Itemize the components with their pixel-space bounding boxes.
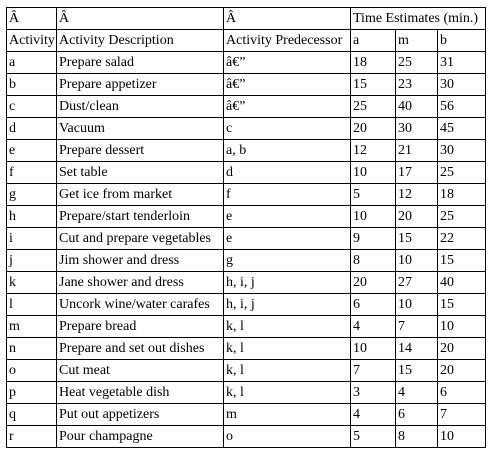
cell-activity: l (7, 294, 57, 316)
cell-activity: i (7, 228, 57, 250)
cell-a: 6 (351, 294, 396, 316)
table-row (7, 74, 486, 96)
table-row (7, 338, 486, 360)
cell-activity: c (7, 96, 57, 118)
header-activity-description: Activity Description (57, 30, 224, 52)
cell-activity: k (7, 272, 57, 294)
cell-predecessor: â€” (224, 96, 351, 118)
cell-b: 20 (438, 360, 486, 382)
cell-a: 8 (351, 250, 396, 272)
cell-m: 15 (396, 360, 438, 382)
table-row (7, 294, 486, 316)
cell-m: 20 (396, 206, 438, 228)
cell-a: 25 (351, 96, 396, 118)
cell-activity: d (7, 118, 57, 140)
cell-m: 6 (396, 404, 438, 426)
cell-m: 30 (396, 118, 438, 140)
cell-activity: h (7, 206, 57, 228)
cell-description: Dust/clean (57, 96, 224, 118)
cell-m: 25 (396, 52, 438, 74)
top-header-cell: Â (224, 8, 351, 30)
table-row (7, 162, 486, 184)
table-row (7, 250, 486, 272)
cell-m: 40 (396, 96, 438, 118)
cell-predecessor: h, i, j (224, 294, 351, 316)
cell-b: 40 (438, 272, 486, 294)
cell-m: 27 (396, 272, 438, 294)
cell-predecessor: d (224, 162, 351, 184)
cell-a: 5 (351, 426, 396, 448)
cell-predecessor: f (224, 184, 351, 206)
header-m: m (396, 30, 438, 52)
cell-a: 20 (351, 272, 396, 294)
cell-b: 10 (438, 426, 486, 448)
cell-activity: q (7, 404, 57, 426)
cell-activity: n (7, 338, 57, 360)
cell-activity: o (7, 360, 57, 382)
table-row (7, 272, 486, 294)
cell-predecessor: m (224, 404, 351, 426)
header-activity-predecessor: Activity Predecessor (224, 30, 351, 52)
table-row (7, 228, 486, 250)
table-row (7, 206, 486, 228)
cell-activity: f (7, 162, 57, 184)
cell-activity: g (7, 184, 57, 206)
cell-b: 31 (438, 52, 486, 74)
top-header-row (7, 8, 486, 30)
header-b: b (438, 30, 486, 52)
cell-a: 12 (351, 140, 396, 162)
cell-a: 18 (351, 52, 396, 74)
cell-description: Pour champagne (57, 426, 224, 448)
cell-a: 4 (351, 316, 396, 338)
table-row (7, 316, 486, 338)
cell-activity: b (7, 74, 57, 96)
cell-predecessor: k, l (224, 360, 351, 382)
cell-m: 15 (396, 228, 438, 250)
column-header-row (7, 30, 486, 52)
table-row (7, 140, 486, 162)
cell-description: Prepare appetizer (57, 74, 224, 96)
cell-b: 15 (438, 250, 486, 272)
cell-a: 3 (351, 382, 396, 404)
cell-m: 21 (396, 140, 438, 162)
cell-predecessor: â€” (224, 74, 351, 96)
cell-m: 7 (396, 316, 438, 338)
table-row (7, 118, 486, 140)
cell-description: Prepare salad (57, 52, 224, 74)
cell-predecessor: k, l (224, 316, 351, 338)
cell-predecessor: e (224, 206, 351, 228)
cell-description: Heat vegetable dish (57, 382, 224, 404)
cell-a: 10 (351, 338, 396, 360)
time-estimates-header: Time Estimates (min.) (351, 8, 486, 30)
table-body (7, 8, 486, 448)
header-activity: Activity (7, 30, 57, 52)
cell-activity: j (7, 250, 57, 272)
cell-description: Put out appetizers (57, 404, 224, 426)
cell-activity: a (7, 52, 57, 74)
cell-b: 30 (438, 74, 486, 96)
cell-m: 14 (396, 338, 438, 360)
cell-predecessor: k, l (224, 338, 351, 360)
cell-b: 25 (438, 162, 486, 184)
cell-b: 18 (438, 184, 486, 206)
cell-m: 10 (396, 294, 438, 316)
cell-predecessor: k, l (224, 382, 351, 404)
table-row (7, 426, 486, 448)
cell-predecessor: e (224, 228, 351, 250)
activity-time-estimates-table (6, 7, 486, 448)
table-row (7, 184, 486, 206)
cell-b: 6 (438, 382, 486, 404)
cell-m: 17 (396, 162, 438, 184)
cell-a: 9 (351, 228, 396, 250)
cell-description: Prepare and set out dishes (57, 338, 224, 360)
table-row (7, 382, 486, 404)
cell-predecessor: h, i, j (224, 272, 351, 294)
cell-predecessor: â€” (224, 52, 351, 74)
table-row (7, 96, 486, 118)
cell-description: Get ice from market (57, 184, 224, 206)
cell-b: 10 (438, 316, 486, 338)
cell-description: Cut and prepare vegetables (57, 228, 224, 250)
cell-activity: r (7, 426, 57, 448)
page (6, 7, 486, 448)
cell-description: Prepare bread (57, 316, 224, 338)
top-header-cell: Â (7, 8, 57, 30)
cell-m: 10 (396, 250, 438, 272)
cell-a: 5 (351, 184, 396, 206)
cell-activity: m (7, 316, 57, 338)
cell-description: Prepare/start tenderloin (57, 206, 224, 228)
cell-description: Jim shower and dress (57, 250, 224, 272)
cell-b: 25 (438, 206, 486, 228)
table-row (7, 52, 486, 74)
cell-predecessor: a, b (224, 140, 351, 162)
cell-description: Uncork wine/water carafes (57, 294, 224, 316)
cell-a: 15 (351, 74, 396, 96)
cell-b: 30 (438, 140, 486, 162)
cell-m: 23 (396, 74, 438, 96)
cell-a: 7 (351, 360, 396, 382)
cell-a: 20 (351, 118, 396, 140)
cell-description: Set table (57, 162, 224, 184)
header-a: a (351, 30, 396, 52)
cell-m: 12 (396, 184, 438, 206)
cell-description: Prepare dessert (57, 140, 224, 162)
table-row (7, 360, 486, 382)
cell-activity: p (7, 382, 57, 404)
cell-predecessor: g (224, 250, 351, 272)
cell-b: 45 (438, 118, 486, 140)
cell-m: 8 (396, 426, 438, 448)
cell-activity: e (7, 140, 57, 162)
cell-description: Cut meat (57, 360, 224, 382)
cell-b: 15 (438, 294, 486, 316)
cell-m: 4 (396, 382, 438, 404)
cell-a: 10 (351, 206, 396, 228)
cell-b: 22 (438, 228, 486, 250)
cell-b: 7 (438, 404, 486, 426)
cell-predecessor: c (224, 118, 351, 140)
cell-a: 4 (351, 404, 396, 426)
cell-b: 56 (438, 96, 486, 118)
top-header-cell: Â (57, 8, 224, 30)
cell-b: 20 (438, 338, 486, 360)
table-row (7, 404, 486, 426)
cell-predecessor: o (224, 426, 351, 448)
cell-description: Jane shower and dress (57, 272, 224, 294)
cell-description: Vacuum (57, 118, 224, 140)
cell-a: 10 (351, 162, 396, 184)
